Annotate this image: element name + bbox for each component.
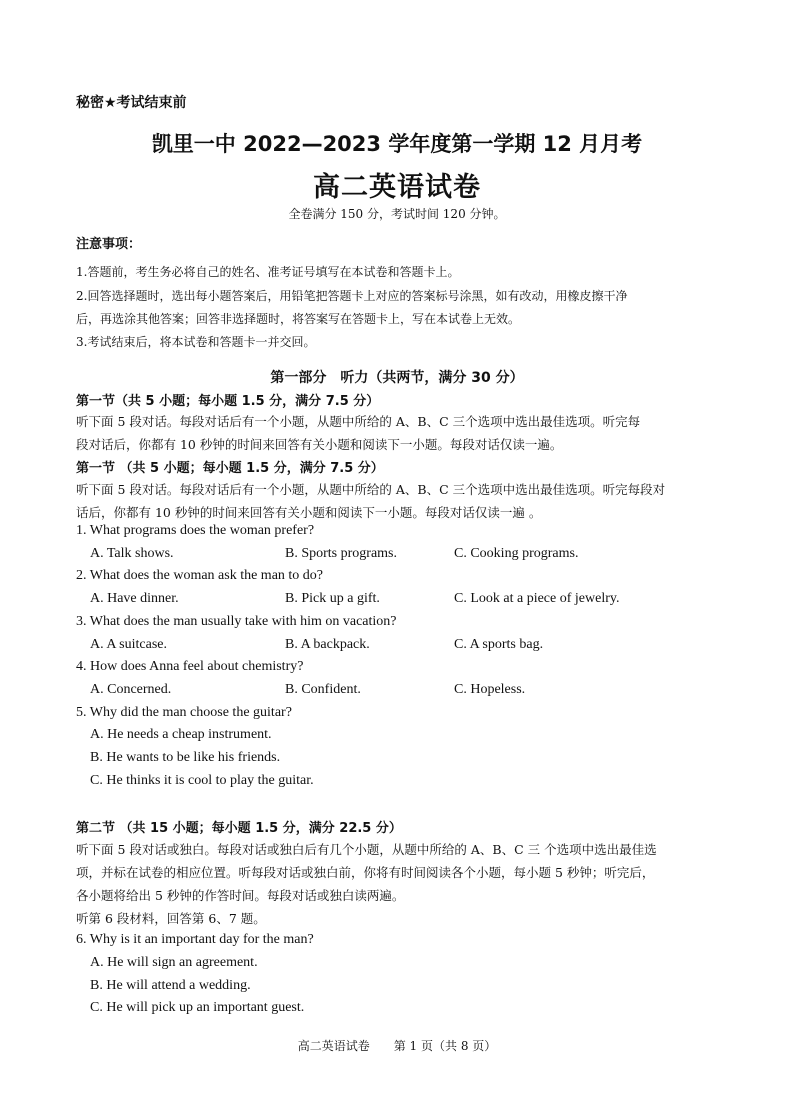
q1-option-a: A. Talk shows.	[90, 546, 174, 561]
question-6: 6. Why is it an important day for the man?	[76, 932, 314, 947]
section2-heading: 第二节 （共 15 小题；每小题 1.5 分，满分 22.5 分）	[76, 821, 402, 836]
section1-heading: 第一节（共 5 小题；每小题 1.5 分，满分 7.5 分）	[76, 394, 380, 409]
note-2a: 2.回答选择题时，选出每小题答案后，用铅笔把答题卡上对应的答案标号涂黑，如有改动，用橡皮擦干净	[76, 289, 628, 303]
q6-option-b: B. He will attend a wedding.	[90, 978, 251, 993]
subject-title: 高二英语试卷	[313, 172, 481, 203]
q3-option-b: B. A backpack.	[285, 637, 370, 652]
q2-option-a: A. Have dinner.	[90, 591, 179, 606]
q5-option-a: A. He needs a cheap instrument.	[90, 727, 272, 742]
section2-instruction-4: 听第 6 段材料，回答第 6、7 题。	[76, 911, 266, 926]
q5-option-c: C. He thinks it is cool to play the guitar.	[90, 773, 314, 788]
q6-option-a: A. He will sign an agreement.	[90, 955, 258, 970]
q4-option-c: C. Hopeless.	[454, 682, 526, 697]
q1-option-c: C. Cooking programs.	[454, 546, 579, 561]
q4-option-b: B. Confident.	[285, 682, 361, 697]
part1-heading: 第一部分 听力（共两节，满分 30 分）	[270, 370, 524, 386]
q1-option-b: B. Sports programs.	[285, 546, 397, 561]
q4-option-a: A. Concerned.	[90, 682, 172, 697]
section1-instruction-2: 段对话后，你都有 10 秒钟的时间来回答有关小题和阅读下一小题。每段对话仅读一遍。	[76, 437, 563, 452]
section1b-instruction-1: 听下面 5 段对话。每段对话后有一个小题，从题中所给的 A、B、C 三个选项中选出最佳选项。听完每段对	[76, 482, 666, 497]
question-2: 2. What does the woman ask the man to do?	[76, 568, 324, 583]
section2-instruction-1: 听下面 5 段对话或独白。每段对话或独白后有几个小题，从题中所给的 A、B、C 三 个选项中选出最佳选	[76, 842, 657, 857]
q2-option-b: B. Pick up a gift.	[285, 591, 380, 606]
q3-option-a: A. A suitcase.	[90, 637, 167, 652]
q2-option-c: C. Look at a piece of jewelry.	[454, 591, 620, 606]
section2-instruction-2: 项，并标在试卷的相应位置。听每段对话或独白前，你将有时间阅读各个小题，每小题 5 秒钟；听完后，	[76, 865, 655, 880]
question-3: 3. What does the man usually take with him on vacation?	[76, 614, 397, 629]
q5-option-b: B. He wants to be like his friends.	[90, 750, 281, 765]
section1b-heading: 第一节 （共 5 小题；每小题 1.5 分，满分 7.5 分）	[76, 461, 384, 476]
q6-option-c: C. He will pick up an important guest.	[90, 1000, 305, 1015]
note-1: 1.答题前，考生务必将自己的姓名、准考证号填写在本试卷和答题卡上。	[76, 265, 460, 279]
question-5: 5. Why did the man choose the guitar?	[76, 705, 292, 720]
note-2b: 后，再选涂其他答案；回答非选择题时，将答案写在答题卡上，写在本试卷上无效。	[76, 312, 521, 326]
question-4: 4. How does Anna feel about chemistry?	[76, 659, 304, 674]
section1b-instruction-2: 话后，你都有 10 秒钟的时间来回答有关小题和阅读下一小题。每段对话仅读一遍 。	[76, 505, 542, 520]
section2-instruction-3: 各小题将给出 5 秒钟的作答时间。每段对话或独白读两遍。	[76, 888, 405, 903]
confidential-label: 秘密★考试结束前	[76, 95, 187, 111]
note-3: 3.考试结束后，将本试卷和答题卡一并交回。	[76, 335, 316, 349]
page-footer: 高二英语试卷 第 1 页（共 8 页）	[297, 1039, 497, 1053]
exam-info: 全卷满分 150 分，考试时间 120 分钟。	[288, 207, 506, 221]
q3-option-c: C. A sports bag.	[454, 637, 544, 652]
exam-title: 凯里一中 2022—2023 学年度第一学期 12 月月考	[151, 132, 643, 156]
section1-instruction-1: 听下面 5 段对话。每段对话后有一个小题，从题中所给的 A、B、C 三个选项中选出最佳选项。听完每	[76, 414, 641, 429]
notes-heading: 注意事项：	[76, 237, 142, 252]
question-1: 1. What programs does the woman prefer?	[76, 523, 315, 538]
